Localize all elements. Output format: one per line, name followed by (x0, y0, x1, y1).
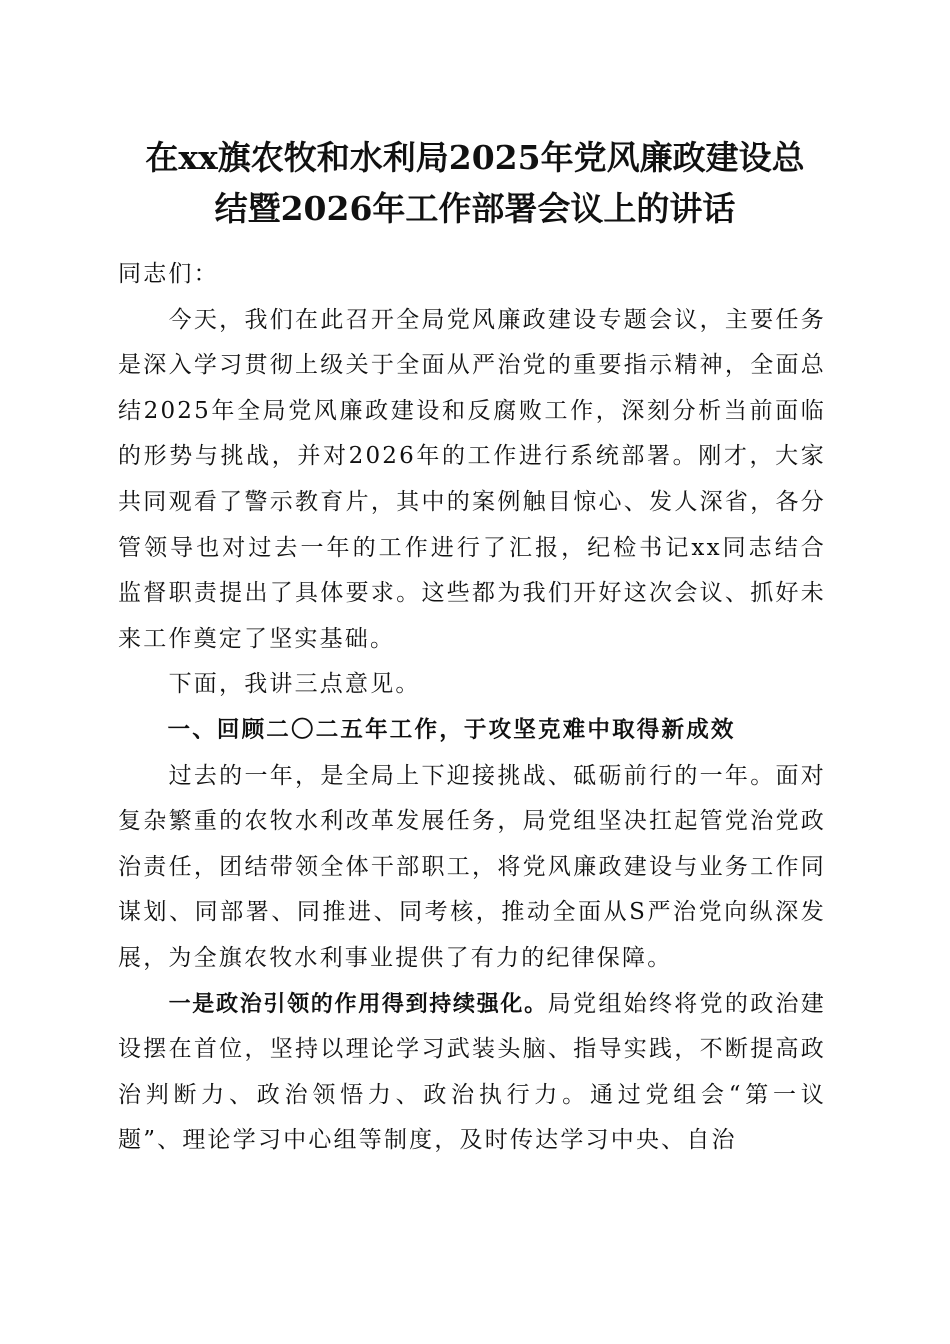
point-1-paragraph (118, 982, 826, 1164)
paragraph-opening: 今天，我们在此召开全局党风廉政建设专题会议，主要任务是深入学习贯彻上级关于全面从严治党的重要指示精神，全面总结2025年全局党风廉政建设和反腐败工作，深刻分析当前面临的形势与挑战，并对2026年的工作进行系统部署。刚才，大家共同观看了警示教育片，其中的案例触目惊心、发人深省，各分管领导也对过去一年的工作进行了汇报，纪检书记xx同志结合监督职责提出了具体要求。这些都为我们开好这次会议、抓好未来工作奠定了坚实基础。 (118, 306, 826, 652)
section-1-heading: 一、回顾二〇二五年工作，于攻坚克难中取得新成效 (167, 716, 736, 743)
point-1-text: 局党组始终将党的政治建设摆在首位，坚持以理论学习武装头脑、指导实践，不断提高政治判断力、政治领悟力、政治执行力。通过党组会“第一议题”、理论学习中心组等制度，及时传达学习中央、自治 (118, 990, 826, 1154)
salutation: 同志们： (118, 261, 219, 287)
paragraph-transition: 下面，我讲三点意见。 (168, 671, 421, 698)
title-line-2: 结暨2026年工作部署会议上的讲话 (214, 189, 736, 228)
title-line-1: 在xx旗农牧和水利局2025年党风廉政建设总 (145, 138, 805, 177)
document-body (118, 252, 826, 1164)
point-1-lead: 一是政治引领的作用得到持续强化。 (168, 991, 548, 1017)
document-title (100, 132, 850, 234)
section-1-paragraph: 过去的一年，是全局上下迎接挑战、砥砺前行的一年。面对复杂繁重的农牧水利改革发展任务，局党组坚决扛起管党治党政治责任，团结带领全体干部职工，将党风廉政建设与业务工作同谋划、同部署、同推进、同考核，推动全面从S严治党向纵深发展，为全旗农牧水利事业提供了有力的纪律保障。 (118, 762, 826, 971)
